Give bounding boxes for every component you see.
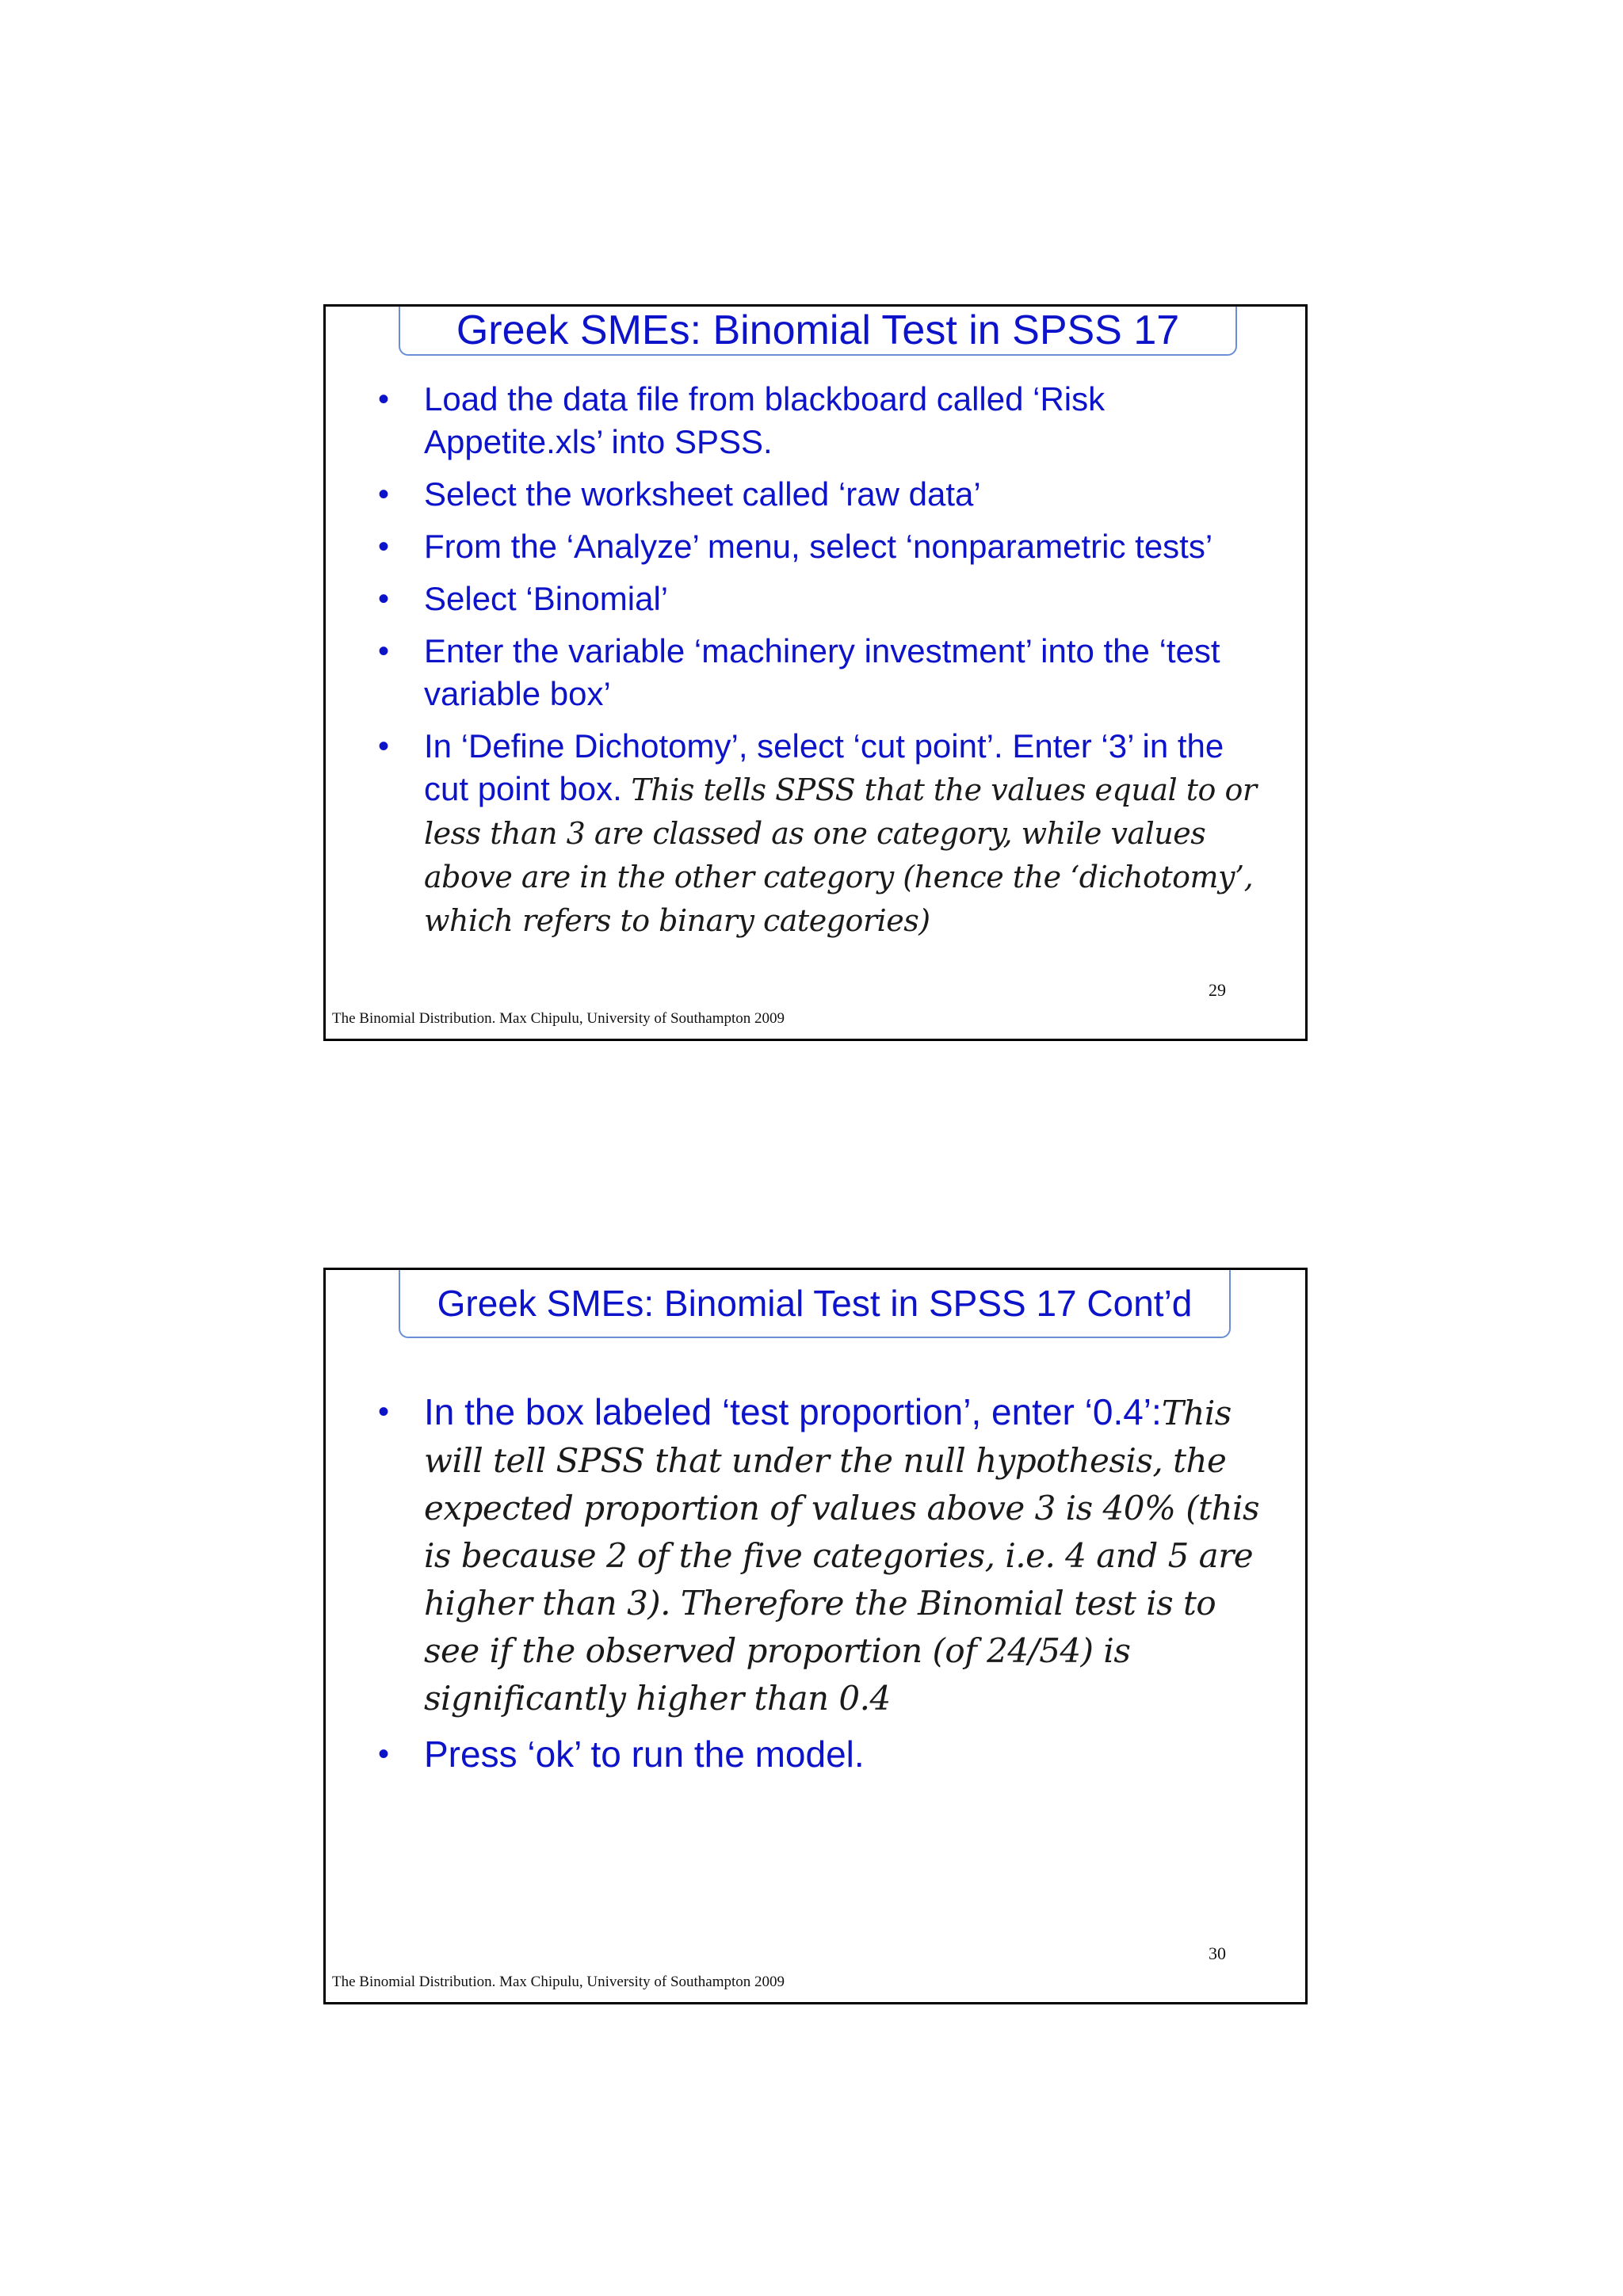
- bullet-item: • Load the data file from blackboard called ‘Risk Appetite.xls’ into SPSS.: [378, 378, 1274, 463]
- slide-29: [323, 304, 1308, 1041]
- bullet-item: • Select ‘Binomial’: [378, 578, 1274, 620]
- page-number: 29: [1209, 980, 1226, 1000]
- bullet-note: This tells SPSS that the values equal to or less than 3 are classed as one category, while values above are in the other category (hence the ‘dichotomy’, which refers to binary categories): [424, 772, 1257, 938]
- bullet-list: [378, 378, 1274, 952]
- slide-footer: The Binomial Distribution. Max Chipulu, University of Southampton 2009: [332, 1974, 785, 1990]
- bullet-note: This will tell SPSS that under the null hypothesis, the expected proportion of values above 3 is 40% (this is because 2 of the five categories, i.e. 4 and 5 are higher than 3). Therefore the Binomial test is to see if the observed proportion (of 24/54) is significantly higher than 0.4: [424, 1394, 1260, 1718]
- slide-title: [399, 1270, 1231, 1338]
- bullet-item: • Press ‘ok’ to run the model.: [378, 1731, 1274, 1777]
- bullet-item: • In ‘Define Dichotomy’, select ‘cut point’. Enter ‘3’ in the cut point box. This tells SPSS that the values equal to or less than 3 are classed as one category, while values above are in the other category (hence the ‘dichotomy’, which refers to binary categories): [378, 725, 1274, 942]
- bullet-dot-icon: •: [378, 1737, 390, 1772]
- slide-footer: The Binomial Distribution. Max Chipulu, University of Southampton 2009: [332, 1010, 785, 1027]
- slide-30: [323, 1268, 1308, 2004]
- bullet-dot-icon: •: [378, 729, 390, 764]
- bullet-dot-icon: •: [378, 477, 390, 512]
- bullet-dot-icon: •: [378, 382, 390, 417]
- bullet-dot-icon: •: [378, 1394, 390, 1429]
- bullet-dot-icon: •: [378, 582, 390, 616]
- bullet-item: • Select the worksheet called ‘raw data’: [378, 473, 1274, 516]
- slide-title-text: Greek SMEs: Binomial Test in SPSS 17 Cont’d: [437, 1283, 1193, 1324]
- bullet-dot-icon: •: [378, 529, 390, 564]
- slide-title-text: Greek SMEs: Binomial Test in SPSS 17: [456, 307, 1180, 353]
- bullet-item: • Enter the variable ‘machinery investment’ into the ‘test variable box’: [378, 630, 1274, 715]
- page-number: 30: [1209, 1943, 1226, 1963]
- bullet-item: • From the ‘Analyze’ menu, select ‘nonparametric tests’: [378, 525, 1274, 568]
- bullet-item: • In the box labeled ‘test proportion’, enter ‘0.4’:This will tell SPSS that under the null hypothesis, the expected proportion of values above 3 is 40% (this is because 2 of the five categories, i.e. 4 and 5 are higher than 3). Therefore the Binomial test is to see if the observed proportion (of 24/54) is significantly higher than 0.4: [378, 1389, 1274, 1722]
- bullet-dot-icon: •: [378, 634, 390, 669]
- bullet-list: [378, 1389, 1274, 1787]
- slide-title: [399, 307, 1237, 356]
